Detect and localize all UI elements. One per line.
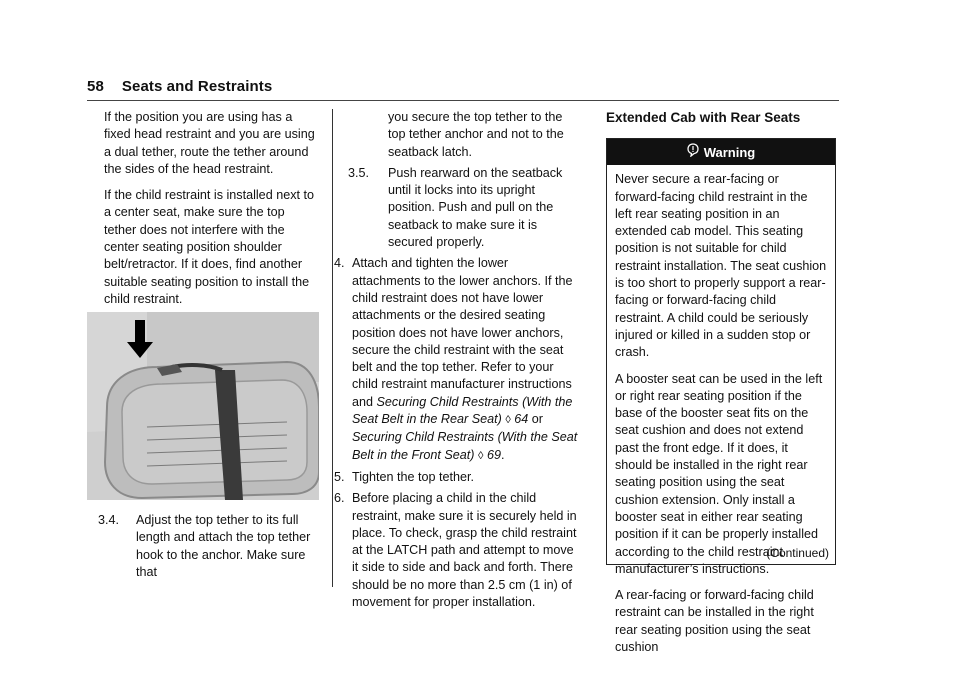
section-heading: Extended Cab with Rear Seats [606, 110, 801, 125]
section-title-header: Seats and Restraints [121, 78, 273, 95]
warning-paragraph: Never secure a rear-facing or forward-facing child restraint in the left rear seating position in an extended cab model. This seating position is not suitable for child restraint installation. The seat cushion is too short to properly support a rear-facing or forward-facing child restraint. A child could be seriously injured or killed in a sudden stop or crash. [615, 172, 827, 360]
step-text: Push rearward on the seatback until it locks into its upright position. Push and pull on the seatback to make sure it is secured properly. [388, 165, 563, 250]
warning-icon [687, 143, 699, 161]
header-rule [87, 100, 839, 101]
warning-label: Warning [703, 144, 756, 160]
step-text: Adjust the top tether to its full length and attach the top tether hook to the anchor. Make sure that [136, 513, 311, 579]
step-label: 3.5. [348, 165, 370, 180]
step-text: you secure the top tether to the top tether anchor and not to the seatback latch. [388, 110, 564, 159]
cross-reference-link[interactable]: Securing Child Restraints (With the Seat Belt in the Front Seat) [352, 430, 578, 462]
column-3 [606, 109, 840, 655]
step-label: 4. [334, 256, 345, 271]
step-4-body: Attach and tighten the lower attachments to the lower anchors. If the child restraint does not have lower attachments or the desired seating position does not have lower anchors, secure the child restraint with the seat belt and the top tether. Refer to your child restraint manufacturer instructions and [352, 256, 573, 409]
page-header [87, 78, 272, 95]
column-1 [104, 109, 318, 317]
step-text: Tighten the top tether. [352, 469, 475, 484]
warning-box [606, 138, 836, 655]
step-label: 6. [334, 491, 345, 506]
column-2 [334, 109, 580, 615]
seatback-illustration [87, 312, 319, 500]
cross-reference-page[interactable]: 69 [486, 447, 501, 462]
continued-label: (Continued) [766, 546, 829, 560]
column-divider [332, 109, 333, 587]
period: . [500, 447, 505, 462]
paragraph: If the child restraint is installed next to a center seat, make sure the top tether does not interfere with the center seating position shoulder belt/retractor. If it does, find another suitable seating position to install the child restraint. [104, 188, 314, 306]
cross-reference-page[interactable]: 64 [514, 412, 529, 427]
step-4 [334, 255, 580, 465]
step-3-4 [98, 512, 318, 581]
paragraph: If the position you are using has a fixed head restraint and you are using a dual tether, route the tether around the sides of the head restraint. [104, 110, 315, 176]
step-5 [334, 469, 580, 486]
page-number: 58 [87, 78, 104, 95]
conjunction: or [531, 412, 543, 427]
step-3-4-continued [342, 109, 580, 161]
page-ref-arrow-icon: ◊ [505, 414, 511, 427]
warning-paragraph: A booster seat can be used in the left or right rear seating position if the base of the booster seat fits on the seat cushion and does not extend past the front edge. If it does, it should be installed in the right rear seating position using the seat cushion extension. Only install a booster seat in either rear seating position if it can be properly installed according to the child restraint manufacturer’s instructions. [615, 371, 823, 576]
step-3-5 [342, 165, 580, 251]
warning-header [607, 139, 835, 165]
step-label: 3.4. [98, 513, 120, 527]
step-text [352, 255, 580, 465]
warning-paragraph: A rear-facing or forward-facing child restraint can be installed in the right rear seating position using the seat cushion [615, 588, 814, 655]
cross-reference-link[interactable]: Securing Child Restraints (With the Seat Belt in the Rear Seat) [352, 394, 573, 427]
column-1-lower [98, 512, 318, 585]
step-text: Before placing a child in the child restraint, make sure it is securely held in place. To check, grasp the child restraint at the LATCH path and attempt to move it side to side and back and forth. There should be no more than 2.5 cm (1 in) of movement for proper installation. [352, 491, 577, 610]
page-ref-arrow-icon: ◊ [478, 449, 484, 462]
step-6 [334, 490, 580, 611]
seatback-tether-figure [87, 312, 319, 500]
warning-body [607, 165, 835, 656]
step-label: 5. [334, 469, 345, 484]
